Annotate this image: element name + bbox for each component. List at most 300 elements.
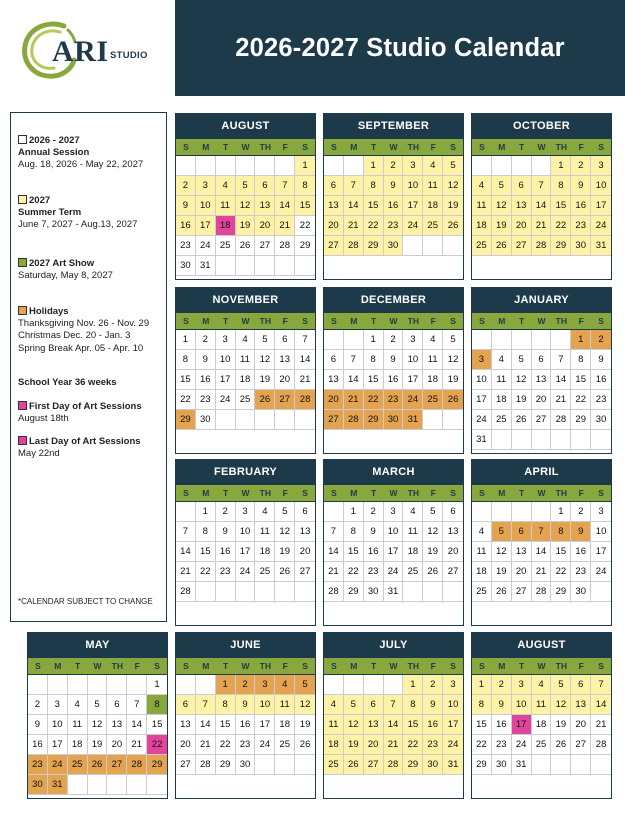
day-cell: 28 bbox=[324, 582, 344, 602]
legend-panel bbox=[10, 112, 167, 622]
day-cell: 21 bbox=[275, 216, 295, 236]
day-cell: 13 bbox=[571, 695, 591, 715]
weekday-header bbox=[324, 139, 463, 156]
legend-summer: 2027 Summer Term June 7, 2027 - Aug.13, 2027 bbox=[18, 195, 138, 231]
legend-session: 2026 - 2027 Annual Session Aug. 18, 2026 - May 22, 2027 bbox=[18, 135, 144, 171]
day-cell: 18 bbox=[403, 542, 423, 562]
day-cell: 28 bbox=[275, 236, 295, 256]
day-cell: 5 bbox=[551, 675, 571, 695]
empty-cell bbox=[551, 430, 571, 450]
weekday-label: S bbox=[183, 316, 189, 326]
day-cell: 22 bbox=[403, 735, 423, 755]
empty-cell bbox=[275, 582, 295, 602]
day-cell: 16 bbox=[591, 370, 611, 390]
day-cell: 22 bbox=[295, 216, 315, 236]
day-grid bbox=[472, 330, 611, 450]
month-march bbox=[323, 459, 464, 626]
day-cell: 16 bbox=[364, 542, 384, 562]
weekday-header bbox=[324, 313, 463, 330]
day-cell: 2 bbox=[364, 502, 384, 522]
weekday-label: M bbox=[54, 661, 62, 671]
weekday-label: TH bbox=[259, 142, 272, 152]
day-cell: 6 bbox=[275, 330, 295, 350]
day-cell: 6 bbox=[324, 176, 344, 196]
day-cell: 22 bbox=[344, 562, 364, 582]
empty-cell bbox=[275, 256, 295, 276]
empty-cell bbox=[68, 775, 88, 795]
day-cell: 17 bbox=[591, 196, 611, 216]
weekday-label: T bbox=[223, 488, 229, 498]
day-cell: 12 bbox=[492, 196, 512, 216]
day-cell: 18 bbox=[532, 715, 552, 735]
day-cell: 12 bbox=[344, 715, 364, 735]
day-cell: 26 bbox=[344, 755, 364, 775]
day-cell: 19 bbox=[255, 370, 275, 390]
empty-cell bbox=[532, 430, 552, 450]
day-cell: 17 bbox=[512, 715, 532, 735]
day-cell: 10 bbox=[472, 370, 492, 390]
day-cell: 25 bbox=[423, 390, 443, 410]
day-cell: 3 bbox=[196, 176, 216, 196]
empty-cell bbox=[492, 430, 512, 450]
day-cell: 5 bbox=[236, 176, 256, 196]
day-cell: 19 bbox=[492, 216, 512, 236]
weekday-label: S bbox=[479, 661, 485, 671]
day-cell: 29 bbox=[551, 236, 571, 256]
day-cell: 23 bbox=[384, 216, 404, 236]
day-cell: 7 bbox=[275, 176, 295, 196]
day-cell: 13 bbox=[255, 196, 275, 216]
day-cell: 1 bbox=[344, 502, 364, 522]
month-february bbox=[175, 459, 316, 626]
day-cell: 9 bbox=[28, 715, 48, 735]
empty-cell bbox=[423, 410, 443, 430]
day-cell: 27 bbox=[364, 755, 384, 775]
empty-cell bbox=[255, 755, 275, 775]
day-cell: 4 bbox=[216, 176, 236, 196]
day-cell: 23 bbox=[236, 735, 256, 755]
day-cell: 21 bbox=[324, 562, 344, 582]
weekday-header bbox=[472, 485, 611, 502]
day-cell: 27 bbox=[512, 582, 532, 602]
day-cell: 19 bbox=[512, 390, 532, 410]
empty-cell bbox=[255, 582, 275, 602]
day-cell: 6 bbox=[107, 695, 127, 715]
empty-cell bbox=[196, 582, 216, 602]
day-cell: 24 bbox=[236, 562, 256, 582]
day-cell: 17 bbox=[216, 370, 236, 390]
weekday-label: T bbox=[519, 316, 525, 326]
day-cell: 9 bbox=[591, 350, 611, 370]
day-cell: 28 bbox=[127, 755, 147, 775]
day-cell: 18 bbox=[492, 390, 512, 410]
empty-cell bbox=[403, 582, 423, 602]
day-cell: 27 bbox=[532, 410, 552, 430]
empty-cell bbox=[255, 156, 275, 176]
day-cell: 20 bbox=[107, 735, 127, 755]
day-cell: 28 bbox=[344, 236, 364, 256]
empty-cell bbox=[492, 502, 512, 522]
day-cell: 1 bbox=[472, 675, 492, 695]
day-cell: 16 bbox=[384, 370, 404, 390]
weekday-label: S bbox=[331, 316, 337, 326]
day-cell: 6 bbox=[571, 675, 591, 695]
day-cell: 16 bbox=[492, 715, 512, 735]
weekday-label: S bbox=[302, 316, 308, 326]
day-cell: 1 bbox=[551, 156, 571, 176]
day-cell: 16 bbox=[236, 715, 256, 735]
weekday-label: TH bbox=[407, 661, 420, 671]
day-cell: 26 bbox=[255, 390, 275, 410]
empty-cell bbox=[344, 330, 364, 350]
empty-cell bbox=[127, 775, 147, 795]
weekday-label: TH bbox=[111, 661, 124, 671]
day-cell: 4 bbox=[532, 675, 552, 695]
day-cell: 22 bbox=[176, 390, 196, 410]
day-cell: 11 bbox=[275, 695, 295, 715]
day-cell: 21 bbox=[384, 735, 404, 755]
day-cell: 7 bbox=[324, 522, 344, 542]
day-cell: 11 bbox=[324, 715, 344, 735]
day-cell: 22 bbox=[551, 216, 571, 236]
day-cell: 25 bbox=[68, 755, 88, 775]
day-cell: 30 bbox=[384, 410, 404, 430]
weekday-label: S bbox=[183, 488, 189, 498]
day-cell: 12 bbox=[255, 350, 275, 370]
weekday-label: S bbox=[302, 142, 308, 152]
day-cell: 25 bbox=[236, 390, 256, 410]
day-cell: 4 bbox=[324, 695, 344, 715]
empty-cell bbox=[512, 156, 532, 176]
day-grid bbox=[176, 156, 315, 276]
weekday-label: S bbox=[479, 488, 485, 498]
empty-cell bbox=[324, 502, 344, 522]
day-cell: 4 bbox=[255, 502, 275, 522]
day-cell: 29 bbox=[176, 410, 196, 430]
weekday-label: M bbox=[202, 661, 210, 671]
day-cell: 13 bbox=[364, 715, 384, 735]
day-cell: 20 bbox=[571, 715, 591, 735]
day-cell: 27 bbox=[275, 390, 295, 410]
day-cell: 21 bbox=[591, 715, 611, 735]
empty-cell bbox=[176, 156, 196, 176]
day-cell: 11 bbox=[472, 542, 492, 562]
day-cell: 18 bbox=[472, 562, 492, 582]
day-cell: 19 bbox=[236, 216, 256, 236]
month-title: DECEMBER bbox=[324, 288, 463, 313]
day-cell: 26 bbox=[492, 582, 512, 602]
day-cell: 8 bbox=[551, 522, 571, 542]
weekday-label: W bbox=[93, 661, 102, 671]
day-cell: 26 bbox=[492, 236, 512, 256]
empty-cell bbox=[255, 256, 275, 276]
empty-cell bbox=[532, 755, 552, 775]
day-cell: 5 bbox=[492, 176, 512, 196]
day-cell: 27 bbox=[107, 755, 127, 775]
day-cell: 22 bbox=[364, 390, 384, 410]
weekday-label: F bbox=[282, 142, 288, 152]
day-cell: 3 bbox=[443, 675, 463, 695]
day-cell: 5 bbox=[255, 330, 275, 350]
day-cell: 7 bbox=[176, 522, 196, 542]
day-cell: 31 bbox=[48, 775, 68, 795]
empty-cell bbox=[324, 330, 344, 350]
empty-cell bbox=[324, 675, 344, 695]
weekday-label: W bbox=[241, 142, 250, 152]
day-cell: 7 bbox=[532, 176, 552, 196]
day-cell: 20 bbox=[295, 542, 315, 562]
day-cell: 15 bbox=[472, 715, 492, 735]
weekday-label: TH bbox=[407, 488, 420, 498]
day-cell: 24 bbox=[512, 735, 532, 755]
day-cell: 1 bbox=[571, 330, 591, 350]
empty-cell bbox=[492, 330, 512, 350]
day-cell: 21 bbox=[551, 390, 571, 410]
day-cell: 13 bbox=[107, 715, 127, 735]
day-cell: 11 bbox=[236, 350, 256, 370]
day-cell: 3 bbox=[384, 502, 404, 522]
weekday-label: T bbox=[223, 661, 229, 671]
month-title: JULY bbox=[324, 633, 463, 658]
day-cell: 16 bbox=[216, 542, 236, 562]
day-cell: 2 bbox=[236, 675, 256, 695]
weekday-label: S bbox=[450, 142, 456, 152]
weekday-label: F bbox=[430, 488, 436, 498]
weekday-header bbox=[472, 313, 611, 330]
empty-cell bbox=[591, 582, 611, 602]
weekday-label: M bbox=[202, 316, 210, 326]
day-cell: 26 bbox=[423, 562, 443, 582]
day-cell: 5 bbox=[492, 522, 512, 542]
day-grid bbox=[472, 156, 611, 256]
month-title: SEPTEMBER bbox=[324, 114, 463, 139]
day-cell: 27 bbox=[176, 755, 196, 775]
day-cell: 30 bbox=[492, 755, 512, 775]
day-cell: 3 bbox=[216, 330, 236, 350]
legend-last-day: Last Day of Art Sessions May 22nd bbox=[18, 436, 141, 460]
weekday-label: F bbox=[430, 316, 436, 326]
day-cell: 17 bbox=[196, 216, 216, 236]
empty-cell bbox=[364, 675, 384, 695]
weekday-label: TH bbox=[555, 142, 568, 152]
day-cell: 8 bbox=[176, 350, 196, 370]
day-cell: 25 bbox=[423, 216, 443, 236]
weekday-label: T bbox=[519, 142, 525, 152]
weekday-label: S bbox=[154, 661, 160, 671]
empty-cell bbox=[88, 775, 108, 795]
day-cell: 30 bbox=[364, 582, 384, 602]
day-cell: 29 bbox=[551, 582, 571, 602]
day-cell: 31 bbox=[472, 430, 492, 450]
day-cell: 17 bbox=[443, 715, 463, 735]
day-cell: 29 bbox=[147, 755, 167, 775]
day-cell: 26 bbox=[275, 562, 295, 582]
day-cell: 29 bbox=[472, 755, 492, 775]
legend-holidays: Holidays Thanksgiving Nov. 26 - Nov. 29 Christmas Dec. 20 - Jan. 3 Spring Break Apr. 05 - Apr. 10 bbox=[18, 306, 150, 354]
white-swatch-icon bbox=[18, 135, 27, 144]
empty-cell bbox=[324, 156, 344, 176]
day-cell: 13 bbox=[512, 542, 532, 562]
day-cell: 30 bbox=[28, 775, 48, 795]
day-cell: 30 bbox=[423, 755, 443, 775]
day-cell: 9 bbox=[364, 522, 384, 542]
legend-school-year: School Year 36 weeks bbox=[18, 377, 117, 388]
weekday-label: M bbox=[498, 316, 506, 326]
day-cell: 26 bbox=[295, 735, 315, 755]
day-cell: 6 bbox=[255, 176, 275, 196]
empty-cell bbox=[591, 430, 611, 450]
day-cell: 29 bbox=[403, 755, 423, 775]
weekday-label: T bbox=[75, 661, 81, 671]
day-cell: 30 bbox=[571, 236, 591, 256]
legend-art-show: 2027 Art Show Saturday, May 8, 2027 bbox=[18, 258, 113, 282]
day-cell: 16 bbox=[571, 196, 591, 216]
month-june bbox=[175, 632, 316, 799]
day-cell: 19 bbox=[295, 715, 315, 735]
day-cell: 25 bbox=[472, 236, 492, 256]
day-cell: 25 bbox=[532, 735, 552, 755]
weekday-label: T bbox=[371, 488, 377, 498]
empty-cell bbox=[532, 330, 552, 350]
weekday-label: TH bbox=[555, 316, 568, 326]
empty-cell bbox=[275, 410, 295, 430]
weekday-label: TH bbox=[407, 316, 420, 326]
day-cell: 8 bbox=[364, 350, 384, 370]
day-cell: 19 bbox=[275, 542, 295, 562]
day-cell: 2 bbox=[384, 330, 404, 350]
day-cell: 6 bbox=[364, 695, 384, 715]
day-cell: 23 bbox=[591, 390, 611, 410]
weekday-label: TH bbox=[259, 661, 272, 671]
empty-cell bbox=[295, 582, 315, 602]
weekday-label: S bbox=[183, 661, 189, 671]
day-cell: 11 bbox=[532, 695, 552, 715]
day-cell: 24 bbox=[255, 735, 275, 755]
weekday-label: M bbox=[350, 661, 358, 671]
day-cell: 23 bbox=[423, 735, 443, 755]
day-cell: 28 bbox=[295, 390, 315, 410]
day-cell: 5 bbox=[344, 695, 364, 715]
day-cell: 22 bbox=[571, 390, 591, 410]
weekday-label: W bbox=[241, 488, 250, 498]
month-august bbox=[175, 113, 316, 280]
day-cell: 13 bbox=[295, 522, 315, 542]
yellow-swatch-icon bbox=[18, 195, 27, 204]
month-title: AUGUST bbox=[176, 114, 315, 139]
day-cell: 13 bbox=[275, 350, 295, 370]
day-cell: 21 bbox=[532, 562, 552, 582]
day-cell: 14 bbox=[295, 350, 315, 370]
day-cell: 16 bbox=[571, 542, 591, 562]
day-cell: 30 bbox=[236, 755, 256, 775]
day-cell: 28 bbox=[532, 582, 552, 602]
day-cell: 20 bbox=[532, 390, 552, 410]
day-cell: 21 bbox=[295, 370, 315, 390]
day-cell: 17 bbox=[403, 370, 423, 390]
empty-cell bbox=[403, 236, 423, 256]
day-cell: 4 bbox=[236, 330, 256, 350]
day-cell: 30 bbox=[384, 236, 404, 256]
weekday-label: F bbox=[578, 661, 584, 671]
empty-cell bbox=[571, 755, 591, 775]
day-cell: 23 bbox=[571, 562, 591, 582]
day-cell: 27 bbox=[324, 236, 344, 256]
day-cell: 8 bbox=[472, 695, 492, 715]
weekday-label: W bbox=[241, 316, 250, 326]
empty-cell bbox=[472, 330, 492, 350]
day-cell: 27 bbox=[324, 410, 344, 430]
day-cell: 19 bbox=[344, 735, 364, 755]
weekday-header bbox=[176, 139, 315, 156]
day-cell: 23 bbox=[28, 755, 48, 775]
weekday-header bbox=[176, 485, 315, 502]
day-cell: 15 bbox=[176, 370, 196, 390]
day-cell: 18 bbox=[255, 542, 275, 562]
day-cell: 28 bbox=[532, 236, 552, 256]
empty-cell bbox=[551, 755, 571, 775]
day-cell: 2 bbox=[28, 695, 48, 715]
day-cell: 25 bbox=[492, 410, 512, 430]
weekday-label: S bbox=[331, 142, 337, 152]
day-cell: 16 bbox=[196, 370, 216, 390]
day-grid bbox=[176, 675, 315, 775]
weekday-label: S bbox=[450, 661, 456, 671]
day-cell: 12 bbox=[443, 350, 463, 370]
month-july bbox=[323, 632, 464, 799]
day-cell: 31 bbox=[403, 410, 423, 430]
day-cell: 11 bbox=[216, 196, 236, 216]
day-cell: 14 bbox=[196, 715, 216, 735]
weekday-label: S bbox=[450, 488, 456, 498]
title-banner bbox=[175, 0, 625, 96]
day-cell: 15 bbox=[571, 370, 591, 390]
day-cell: 10 bbox=[591, 522, 611, 542]
day-cell: 16 bbox=[384, 196, 404, 216]
day-cell: 4 bbox=[472, 176, 492, 196]
day-cell: 14 bbox=[127, 715, 147, 735]
empty-cell bbox=[216, 582, 236, 602]
weekday-label: W bbox=[389, 142, 398, 152]
day-cell: 20 bbox=[512, 562, 532, 582]
weekday-label: M bbox=[350, 142, 358, 152]
empty-cell bbox=[472, 502, 492, 522]
weekday-label: W bbox=[537, 142, 546, 152]
day-grid bbox=[176, 330, 315, 430]
legend-first-day: First Day of Art Sessions August 18th bbox=[18, 401, 142, 425]
day-cell: 9 bbox=[384, 176, 404, 196]
weekday-label: T bbox=[519, 488, 525, 498]
day-cell: 7 bbox=[127, 695, 147, 715]
day-cell: 15 bbox=[403, 715, 423, 735]
orange-swatch-icon bbox=[18, 306, 27, 315]
empty-cell bbox=[443, 236, 463, 256]
empty-cell bbox=[275, 156, 295, 176]
day-cell: 5 bbox=[295, 675, 315, 695]
day-cell: 24 bbox=[591, 216, 611, 236]
weekday-label: M bbox=[350, 316, 358, 326]
day-cell: 6 bbox=[532, 350, 552, 370]
day-cell: 6 bbox=[512, 176, 532, 196]
day-cell: 1 bbox=[147, 675, 167, 695]
day-cell: 21 bbox=[127, 735, 147, 755]
day-cell: 28 bbox=[551, 410, 571, 430]
weekday-label: F bbox=[578, 488, 584, 498]
month-april bbox=[471, 459, 612, 626]
day-cell: 8 bbox=[364, 176, 384, 196]
weekday-label: S bbox=[302, 661, 308, 671]
empty-cell bbox=[443, 410, 463, 430]
day-cell: 10 bbox=[48, 715, 68, 735]
